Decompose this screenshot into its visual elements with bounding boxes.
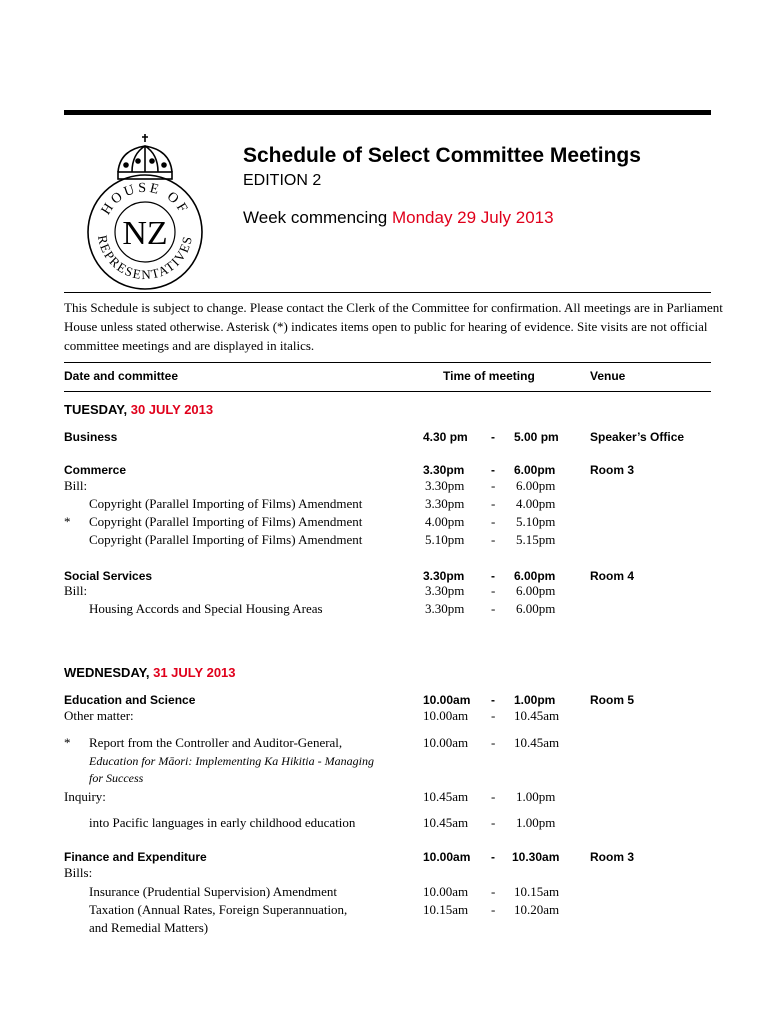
week-prefix: Week commencing <box>243 208 392 227</box>
inquiry-item: into Pacific languages in early childhood education <box>89 815 356 830</box>
time-end: 1.00pm <box>514 693 556 707</box>
time-end: 10.45am <box>514 735 560 750</box>
report-title: Report from the Controller and Auditor-General, <box>89 735 343 750</box>
time-start: 4.00pm <box>425 514 465 529</box>
time-end: 6.00pm <box>514 463 556 477</box>
time-end: 10.20am <box>514 902 560 917</box>
time-dash: - <box>491 850 495 864</box>
intro-paragraph: This Schedule is subject to change. Please contact the Clerk of the Committee for confirmation. All meetings are in Parliament House unless stated otherwise. Asterisk (*) indicates items open to public for hearing of evidence. Site visits are not official committee meetings and are displayed in italics. <box>64 300 723 353</box>
bill-item: Housing Accords and Special Housing Areas <box>89 601 323 616</box>
time-start: 10.45am <box>423 815 469 830</box>
bill-item: Copyright (Parallel Importing of Films) Amendment <box>89 514 363 529</box>
day-heading-wednesday: WEDNESDAY, 31 JULY 2013 <box>64 665 236 680</box>
committee-education-science: Education and Science <box>64 693 196 707</box>
time-dash: - <box>491 430 495 444</box>
bill-item: Copyright (Parallel Importing of Films) Amendment <box>89 532 363 547</box>
committee-finance-expenditure: Finance and Expenditure <box>64 850 207 864</box>
time-dash: - <box>491 601 496 616</box>
time-start: 3.30pm <box>423 569 465 583</box>
time-end: 6.00pm <box>516 583 556 598</box>
time-end: 10.45am <box>514 708 560 723</box>
column-header-date: Date and committee <box>64 369 179 383</box>
time-start: 3.30pm <box>425 496 465 511</box>
crown-icon <box>118 134 172 179</box>
report-subtitle: Education for Māori: Implementing Ka Hikitia - Managing <box>89 754 374 768</box>
time-start: 10.00am <box>423 850 471 864</box>
day-heading-tuesday: TUESDAY, 30 JULY 2013 <box>64 402 214 417</box>
other-matter-label: Other matter: <box>64 708 134 723</box>
parliament-crest-logo <box>80 132 210 292</box>
time-start: 4.30 pm <box>423 430 468 444</box>
time-end: 1.00pm <box>516 789 556 804</box>
bill-label: Bill: <box>64 583 88 598</box>
report-subtitle-cont: for Success <box>89 771 144 785</box>
time-dash: - <box>491 815 496 830</box>
time-end: 5.15pm <box>516 532 556 547</box>
committee-commerce: Commerce <box>64 463 127 477</box>
venue: Room 4 <box>590 569 635 583</box>
rule-header <box>64 292 711 293</box>
bill-item: Taxation (Annual Rates, Foreign Superannuation, <box>89 902 348 917</box>
time-start: 10.00am <box>423 693 471 707</box>
week-date: Monday 29 July 2013 <box>391 208 554 227</box>
column-header-venue: Venue <box>590 369 626 383</box>
time-end: 4.00pm <box>516 496 556 511</box>
page-title: Schedule of Select Committee Meetings <box>243 144 641 167</box>
time-end: 1.00pm <box>516 815 556 830</box>
time-end: 5.00 pm <box>514 430 559 444</box>
venue: Room 5 <box>590 693 635 707</box>
venue: Room 3 <box>590 463 635 477</box>
bills-label: Bills: <box>64 865 93 880</box>
time-dash: - <box>491 583 496 598</box>
time-end: 6.00pm <box>514 569 556 583</box>
public-asterisk: * <box>64 514 71 529</box>
rule-columns <box>64 391 711 392</box>
crest-nz-text: NZ <box>122 215 168 252</box>
rule-intro <box>64 362 711 363</box>
week-commencing <box>243 208 554 228</box>
svg-text:HOUSE OF <box>99 181 191 218</box>
time-dash: - <box>491 532 496 547</box>
time-dash: - <box>491 569 495 583</box>
time-end: 6.00pm <box>516 601 556 616</box>
committee-social-services: Social Services <box>64 569 153 583</box>
time-start: 3.30pm <box>425 583 465 598</box>
public-asterisk: * <box>64 735 71 750</box>
time-start: 10.00am <box>423 735 469 750</box>
time-start: 3.30pm <box>423 463 465 477</box>
time-dash: - <box>491 708 496 723</box>
time-end: 6.00pm <box>516 478 556 493</box>
top-rule <box>64 110 711 115</box>
time-start: 10.00am <box>423 708 469 723</box>
column-header-time: Time of meeting <box>443 369 535 383</box>
time-end: 5.10pm <box>516 514 556 529</box>
edition-label: EDITION 2 <box>243 172 322 189</box>
time-start: 3.30pm <box>425 601 465 616</box>
venue: Room 3 <box>590 850 635 864</box>
time-dash: - <box>491 884 496 899</box>
time-dash: - <box>491 514 496 529</box>
time-dash: - <box>491 496 496 511</box>
time-start: 3.30pm <box>425 478 465 493</box>
time-end: 10.15am <box>514 884 560 899</box>
time-dash: - <box>491 735 496 750</box>
inquiry-label: Inquiry: <box>64 789 106 804</box>
time-dash: - <box>491 902 496 917</box>
committee-business: Business <box>64 430 118 444</box>
time-dash: - <box>491 463 495 477</box>
bill-item: Insurance (Prudential Supervision) Amendment <box>89 884 338 899</box>
time-end: 10.30am <box>512 850 560 864</box>
time-dash: - <box>491 478 496 493</box>
time-dash: - <box>491 693 495 707</box>
crest-bottom-text: REPRESENTATIVES <box>94 233 195 283</box>
venue: Speaker’s Office <box>590 430 685 444</box>
bill-item-cont: and Remedial Matters) <box>89 920 209 935</box>
time-start: 10.15am <box>423 902 469 917</box>
time-start: 10.45am <box>423 789 469 804</box>
time-start: 10.00am <box>423 884 469 899</box>
time-dash: - <box>491 789 496 804</box>
time-start: 5.10pm <box>425 532 465 547</box>
bill-label: Bill: <box>64 478 88 493</box>
crest-top-text: HOUSE OF <box>98 180 192 218</box>
bill-item: Copyright (Parallel Importing of Films) Amendment <box>89 496 363 511</box>
